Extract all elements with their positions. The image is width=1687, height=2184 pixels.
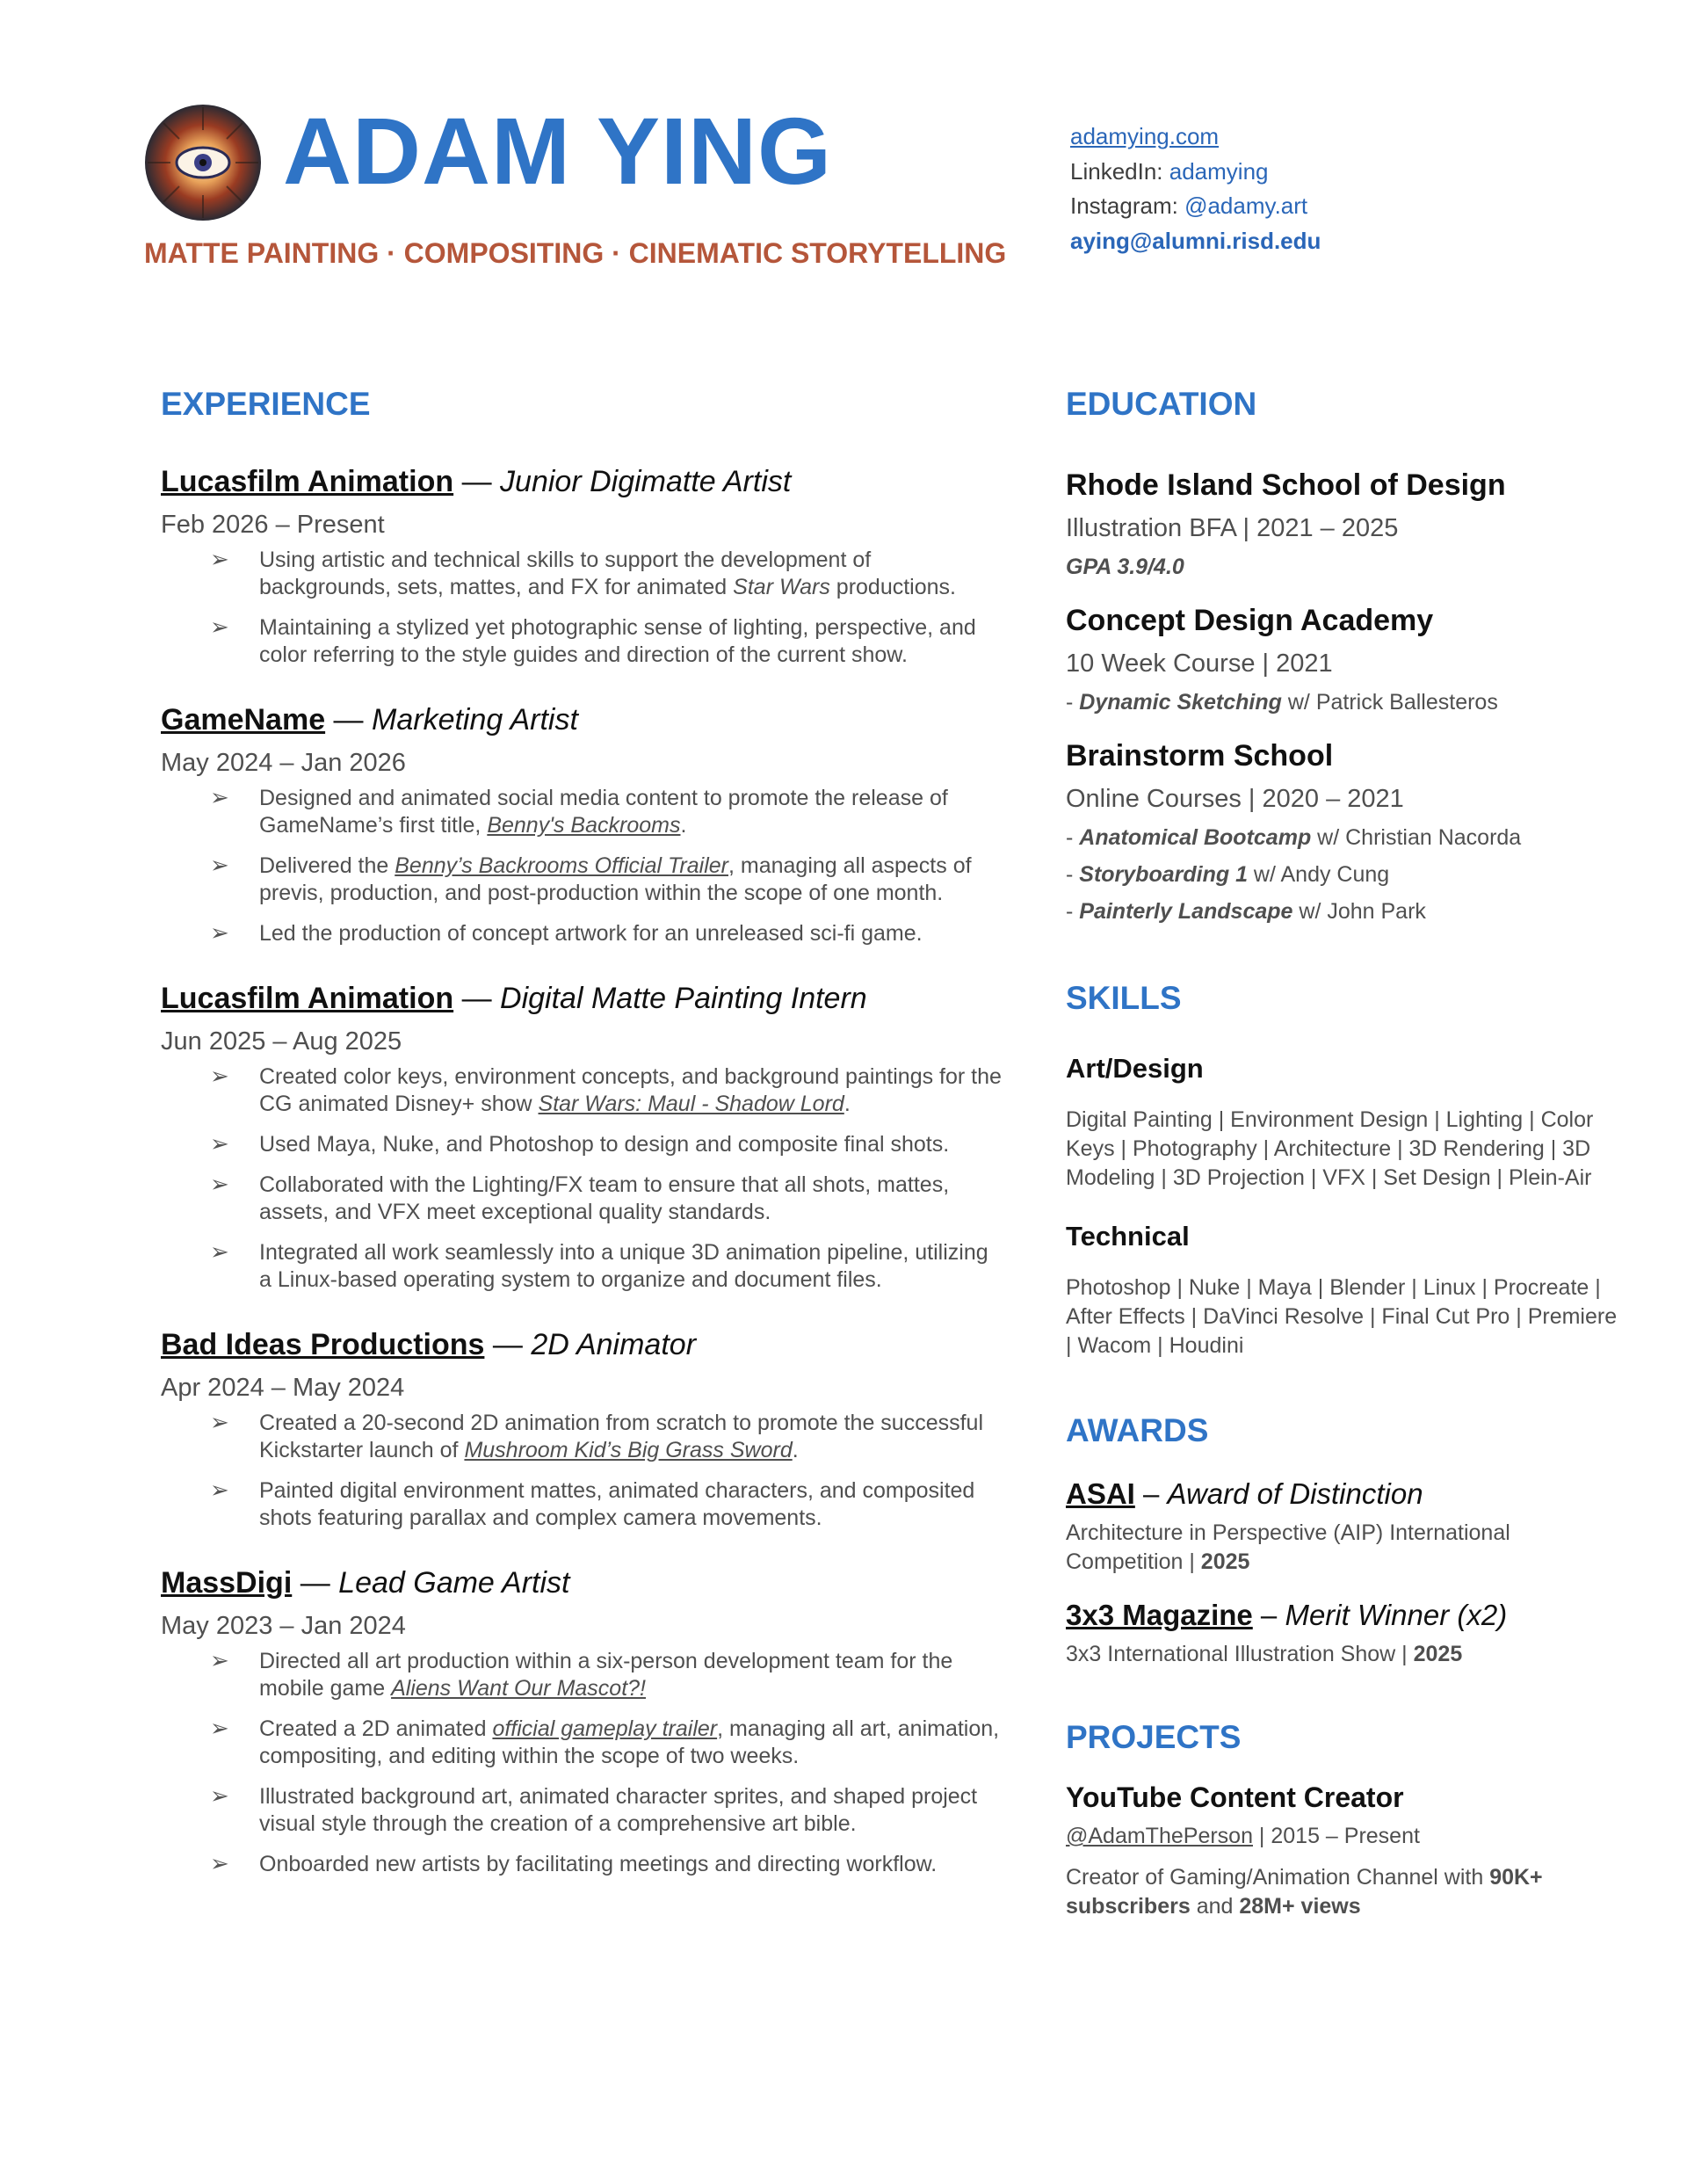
bullet-item: ➢ Created a 2D animated official gameplay trailer, managing all art, animation, compositing, and editing within the scope of two weeks.	[210, 1715, 1000, 1768]
school-risd	[1066, 466, 1628, 585]
school-detail: 10 Week Course | 2021	[1066, 649, 1333, 678]
eye-sun-logo	[144, 104, 262, 221]
job-role: Marketing Artist	[372, 703, 578, 736]
company-name: Lucasfilm Animation	[161, 982, 454, 1015]
arrow-bullet-icon: ➢	[210, 1063, 229, 1089]
award-asai: ASAI – Award of Distinction Architecture in Perspective (AIP) International Competition | 2025	[1066, 1477, 1510, 1574]
job-title: Bad Ideas Productions — 2D Animator	[161, 1328, 697, 1361]
project-youtube: YouTube Content Creator @AdamThePerson | 2015 – Present Creator of Gaming/Animation Channel with 90K+ subscribers and 28M+ views	[1066, 1778, 1628, 1921]
job-title: Lucasfilm Animation — Digital Matte Painting Intern	[161, 982, 867, 1015]
job-title: MassDigi — Lead Game Artist	[161, 1566, 570, 1600]
arrow-bullet-icon: ➢	[210, 1238, 229, 1265]
company-name: Lucasfilm Animation	[161, 465, 454, 498]
company-name: GameName	[161, 703, 326, 736]
arrow-bullet-icon: ➢	[210, 1130, 229, 1157]
arrow-bullet-icon: ➢	[210, 1850, 229, 1876]
youtube-handle-link[interactable]: @AdamThePerson	[1066, 1824, 1253, 1848]
education-heading: EDUCATION	[1066, 386, 1257, 422]
contact-block	[1070, 120, 1321, 258]
course-item: - Storyboarding 1 w/ Andy Cung	[1066, 862, 1390, 887]
project-description: Creator of Gaming/Animation Channel with 90K+ subscribers and 28M+ views	[1066, 1865, 1543, 1919]
arrow-bullet-icon: ➢	[210, 784, 229, 810]
work-title: Star Wars	[733, 575, 830, 599]
email-link[interactable]: aying@alumni.risd.edu	[1070, 227, 1321, 254]
skills-heading: SKILLS	[1066, 980, 1182, 1016]
bullet-item: ➢ Maintaining a stylized yet photographic sense of lighting, perspective, and color referring to the style guides and direction of the current show.	[210, 613, 976, 667]
arrow-bullet-icon: ➢	[210, 613, 229, 640]
linkedin-label: LinkedIn:	[1070, 157, 1169, 185]
arrow-bullet-icon: ➢	[210, 546, 229, 572]
work-title: Aliens Want Our Mascot?!	[391, 1676, 647, 1701]
award-title: Merit Winner (x2)	[1285, 1599, 1508, 1631]
job-entry	[161, 979, 1004, 1294]
skill-category-art: Art/Design	[1066, 1053, 1204, 1084]
bullet-item: ➢ Onboarded new artists by facilitating meetings and directing workflow.	[210, 1850, 938, 1876]
school-cda	[1066, 601, 1628, 721]
awards-heading: AWARDS	[1066, 1412, 1209, 1448]
bullet-item: ➢ Led the production of concept artwork for an unreleased sci-fi game.	[210, 919, 923, 946]
skill-category-technical: Technical	[1066, 1221, 1190, 1252]
arrow-bullet-icon: ➢	[210, 1409, 229, 1435]
bullet-item: ➢ Delivered the Benny’s Backrooms Official Trailer, managing all aspects of previs, production, and post-production within the scope of one month.	[210, 852, 972, 905]
job-dates: Feb 2026 – Present	[161, 511, 385, 539]
job-entry	[161, 700, 1004, 947]
tagline: MATTE PAINTING · COMPOSITING · CINEMATIC STORYTELLING	[144, 237, 1007, 269]
job-list	[161, 462, 1004, 1878]
project-name: YouTube Content Creator	[1066, 1781, 1404, 1813]
arrow-bullet-icon: ➢	[210, 919, 229, 946]
company-name: Bad Ideas Productions	[161, 1328, 485, 1361]
job-role: Junior Digimatte Artist	[500, 465, 792, 498]
award-org: ASAI	[1066, 1477, 1135, 1510]
bullet-item: ➢ Using artistic and technical skills to support the development of backgrounds, sets, mattes, and FX for animated Star Wars productions.	[210, 546, 956, 599]
work-title: Benny's Backrooms	[487, 813, 681, 838]
gpa: GPA 3.9/4.0	[1066, 555, 1184, 579]
job-bullets	[161, 1410, 1004, 1532]
school-detail: Online Courses | 2020 – 2021	[1066, 785, 1404, 813]
skill-list-technical: Photoshop | Nuke | Maya | Blender | Linux | Procreate | After Effects | DaVinci Resolve | Final Cut Pro | Premiere | Wacom | Houdini	[1066, 1275, 1618, 1358]
work-title: Benny’s Backrooms Official Trailer	[395, 853, 728, 878]
school-name: Rhode Island School of Design	[1066, 468, 1506, 502]
course-item: - Painterly Landscape w/ John Park	[1066, 899, 1426, 924]
sidebar-column	[1066, 383, 1628, 1921]
experience-heading: EXPERIENCE	[161, 386, 371, 422]
award-org: 3x3 Magazine	[1066, 1599, 1253, 1631]
bullet-item: ➢ Integrated all work seamlessly into a unique 3D animation pipeline, utilizing a Linux-based operating system to organize and document files.	[210, 1238, 988, 1292]
page-title: ADAM YING	[283, 98, 833, 204]
job-entry	[161, 462, 1004, 669]
skill-list-art: Digital Painting | Environment Design | Lighting | Color Keys | Photography | Architecture | 3D Rendering | 3D Modeling | 3D Projection | VFX | Set Design | Plein-Air	[1066, 1107, 1594, 1190]
projects-heading: PROJECTS	[1066, 1719, 1242, 1755]
job-dates: May 2024 – Jan 2026	[161, 749, 406, 777]
job-dates: May 2023 – Jan 2024	[161, 1612, 406, 1640]
experience-column	[161, 383, 1004, 1891]
job-bullets	[161, 1648, 1004, 1878]
course-item: - Anatomical Bootcamp w/ Christian Nacorda	[1066, 825, 1522, 850]
bullet-item: ➢ Used Maya, Nuke, and Photoshop to design and composite final shots.	[210, 1130, 950, 1157]
job-bullets	[161, 785, 1004, 947]
arrow-bullet-icon: ➢	[210, 1171, 229, 1197]
job-entry	[161, 1564, 1004, 1878]
course-item: - Dynamic Sketching w/ Patrick Ballesteros	[1066, 690, 1498, 715]
job-entry	[161, 1325, 1004, 1532]
bullet-item: ➢ Created a 20-second 2D animation from scratch to promote the successful Kickstarter launch of Mushroom Kid’s Big Grass Sword.	[210, 1409, 984, 1462]
award-3x3: 3x3 Magazine – Merit Winner (x2) 3x3 International Illustration Show | 2025	[1066, 1599, 1508, 1666]
school-brainstorm	[1066, 736, 1628, 930]
job-role: Digital Matte Painting Intern	[500, 982, 867, 1015]
work-title: official gameplay trailer	[492, 1716, 718, 1741]
job-bullets	[161, 1063, 1004, 1294]
school-detail: Illustration BFA | 2021 – 2025	[1066, 514, 1399, 542]
award-title: Award of Distinction	[1167, 1477, 1423, 1510]
work-title: Mushroom Kid’s Big Grass Sword	[464, 1438, 793, 1462]
company-name: MassDigi	[161, 1566, 293, 1600]
bullet-item: ➢ Directed all art production within a six-person development team for the mobile game Aliens Want Our Mascot?!	[210, 1647, 953, 1701]
job-bullets	[161, 547, 1004, 669]
instagram-label: Instagram:	[1070, 192, 1185, 219]
work-title: Star Wars: Maul - Shadow Lord	[538, 1092, 844, 1116]
bullet-item: ➢ Collaborated with the Lighting/FX team to ensure that all shots, mattes, assets, and VFX meet exceptional quality standards.	[210, 1171, 950, 1224]
arrow-bullet-icon: ➢	[210, 1477, 229, 1503]
job-title: GameName — Marketing Artist	[161, 703, 578, 736]
job-dates: Apr 2024 – May 2024	[161, 1374, 405, 1402]
instagram-link[interactable]: @adamy.art	[1184, 192, 1308, 219]
arrow-bullet-icon: ➢	[210, 1782, 229, 1809]
bullet-item: ➢ Created color keys, environment concepts, and background paintings for the CG animated Disney+ show Star Wars: Maul - Shadow Lord.	[210, 1063, 1002, 1116]
linkedin-link[interactable]: adamying	[1169, 157, 1269, 185]
bullet-item: ➢ Illustrated background art, animated character sprites, and shaped project visual style through the creation of a comprehensive art bible.	[210, 1782, 978, 1836]
job-role: Lead Game Artist	[338, 1566, 570, 1600]
arrow-bullet-icon: ➢	[210, 1715, 229, 1741]
arrow-bullet-icon: ➢	[210, 852, 229, 878]
job-role: 2D Animator	[531, 1328, 697, 1361]
job-title: Lucasfilm Animation — Junior Digimatte Artist	[161, 465, 792, 498]
arrow-bullet-icon: ➢	[210, 1647, 229, 1673]
school-name: Concept Design Academy	[1066, 604, 1434, 637]
bullet-item: ➢ Painted digital environment mattes, animated characters, and composited shots featuring parallax and complex camera movements.	[210, 1477, 975, 1530]
website-link[interactable]: adamying.com	[1070, 123, 1220, 149]
bullet-item: ➢ Designed and animated social media content to promote the release of GameName’s first title, Benny's Backrooms.	[210, 784, 948, 838]
school-name: Brainstorm School	[1066, 739, 1334, 773]
job-dates: Jun 2025 – Aug 2025	[161, 1027, 402, 1056]
